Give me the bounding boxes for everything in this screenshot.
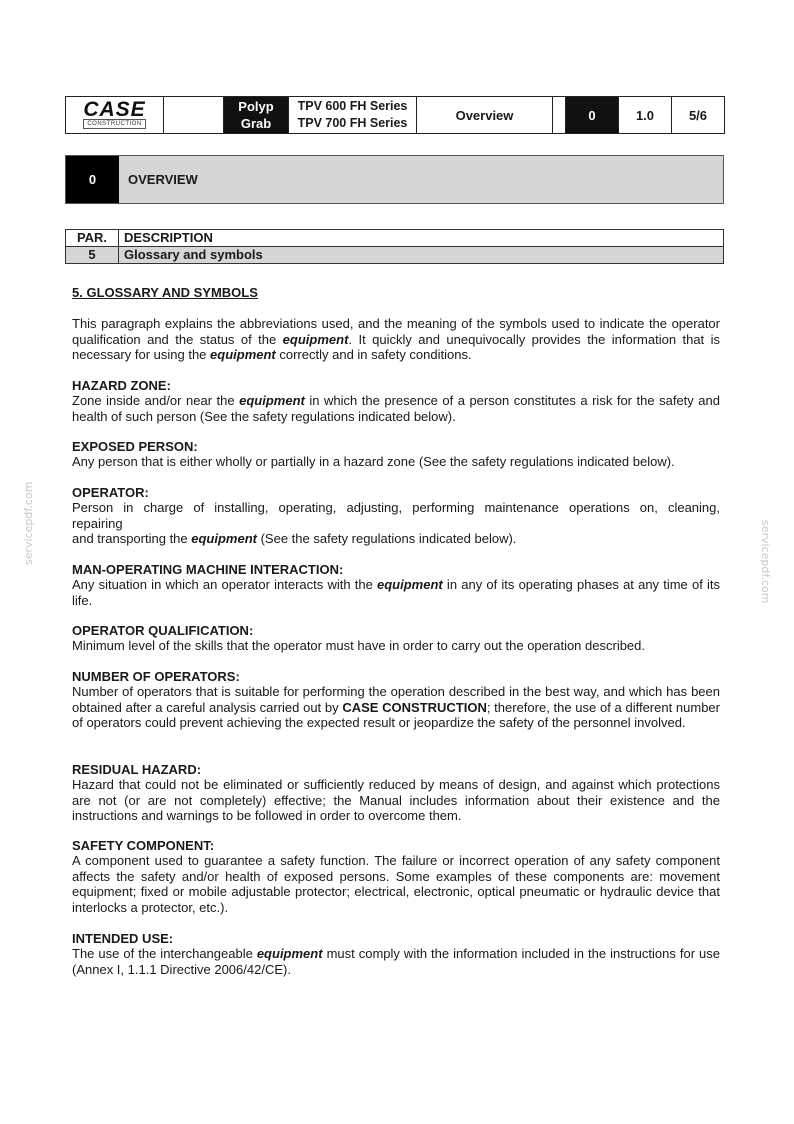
- section-name-cell: [417, 97, 553, 133]
- series-line-2: TPV 700 FH Series: [297, 116, 408, 130]
- term-interaction-title: MAN-OPERATING MACHINE INTERACTION:: [72, 562, 344, 577]
- term-number-operators-text: Number of operators that is suitable for performing the operation described in the best way, and which has been obtained after a careful analysis carried out by CASE CONSTRUCTION; therefore, the use of a different number of operators could prevent achieving the expected result or jeopardize the safety of the personnel involved.: [72, 684, 720, 730]
- paragraph-table-row: [66, 246, 723, 263]
- header-section-number: 0: [588, 107, 596, 123]
- series-line-1: TPV 600 FH Series: [297, 99, 408, 113]
- term-residual-hazard-text: Hazard that could not be eliminated or sufficiently reduced by means of design, and against which protections are not (or are not completely) effective; the Manual includes information about their existence and the instructions and warnings to be followed in order to overcome them.: [72, 777, 720, 823]
- term-qualification-title: OPERATOR QUALIFICATION:: [72, 623, 254, 638]
- header-version: 1.0: [635, 107, 655, 123]
- term-operator-text: Person in charge of installing, operating, adjusting, performing maintenance operations on, cleaning, repairing and transporting the equipment (See the safety regulations indicated below).: [72, 500, 720, 546]
- glossary-heading: 5. GLOSSARY AND SYMBOLS: [72, 285, 258, 300]
- term-exposed-person-title: EXPOSED PERSON:: [72, 439, 198, 454]
- par-column-header: PAR.: [66, 230, 119, 246]
- term-safety-component-title: SAFETY COMPONENT:: [72, 838, 215, 853]
- section-number-cell: [566, 97, 619, 133]
- document-header-table: [65, 96, 725, 134]
- par-description: Glossary and symbols: [124, 247, 263, 262]
- term-intended-use-text: The use of the interchangeable equipment must comply with the information included in the instructions for use (Annex I, 1.1.1 Directive 2006/42/CE).: [72, 946, 720, 977]
- product-line-1: Polyp: [238, 99, 274, 114]
- spacer-cell: [553, 97, 566, 133]
- description-column-header: DESCRIPTION: [124, 230, 213, 245]
- blank-cell: [164, 97, 224, 133]
- term-residual-hazard-title: RESIDUAL HAZARD:: [72, 762, 202, 777]
- case-logo: [66, 97, 164, 133]
- term-intended-use-title: INTENDED USE:: [72, 931, 174, 946]
- intro-paragraph: This paragraph explains the abbreviations used, and the meaning of the symbols used to indicate the operator qualification and the status of the equipment. It quickly and unequivocally provides the information that is necessary for using the equipment correctly and in safety conditions.: [72, 316, 721, 362]
- term-qualification-text: Minimum level of the skills that the operator must have in order to carry out the operation described.: [72, 638, 646, 653]
- header-page-number: 5/6: [688, 107, 708, 123]
- term-safety-component-text: A component used to guarantee a safety function. The failure or incorrect operation of any safety component affects the safety and/or health of exposed persons. Some examples of these components are: movement equipment; fixed or mobile adjustable protector; electrical, electronic, optical pneumatic or hydraulic device that interlocks a protector, etc.).: [72, 853, 720, 915]
- watermark-left: servicepdf.com: [22, 481, 35, 565]
- header-section-name: Overview: [455, 107, 514, 123]
- term-exposed-person-text: Any person that is either wholly or partially in a hazard zone (See the safety regulations indicated below).: [72, 454, 675, 469]
- term-number-operators-title: NUMBER OF OPERATORS:: [72, 669, 240, 684]
- term-interaction-text: Any situation in which an operator interacts with the equipment in any of its operating phases at any time of its life.: [72, 577, 720, 608]
- section-bar: [65, 155, 724, 204]
- term-hazard-zone-title: HAZARD ZONE:: [72, 378, 171, 393]
- term-operator-title: OPERATOR:: [72, 485, 149, 500]
- paragraph-table-header: [66, 230, 723, 246]
- logo-wordmark: CASE: [83, 98, 146, 121]
- paragraph-table: [65, 229, 724, 264]
- product-line-2: Grab: [240, 116, 272, 131]
- section-title: OVERVIEW: [119, 156, 723, 203]
- term-hazard-zone-text: Zone inside and/or near the equipment in which the presence of a person constitutes a risk for the safety and health of such person (See the safety regulations indicated below).: [72, 393, 720, 424]
- watermark-right: servicepdf.com: [759, 520, 772, 604]
- product-cell: [224, 97, 289, 133]
- series-cell: [289, 97, 417, 133]
- logo-subtext: CONSTRUCTION: [83, 119, 145, 129]
- section-number: 0: [66, 156, 119, 203]
- version-cell: [619, 97, 672, 133]
- page-cell: [672, 97, 724, 133]
- par-number: 5: [66, 247, 119, 263]
